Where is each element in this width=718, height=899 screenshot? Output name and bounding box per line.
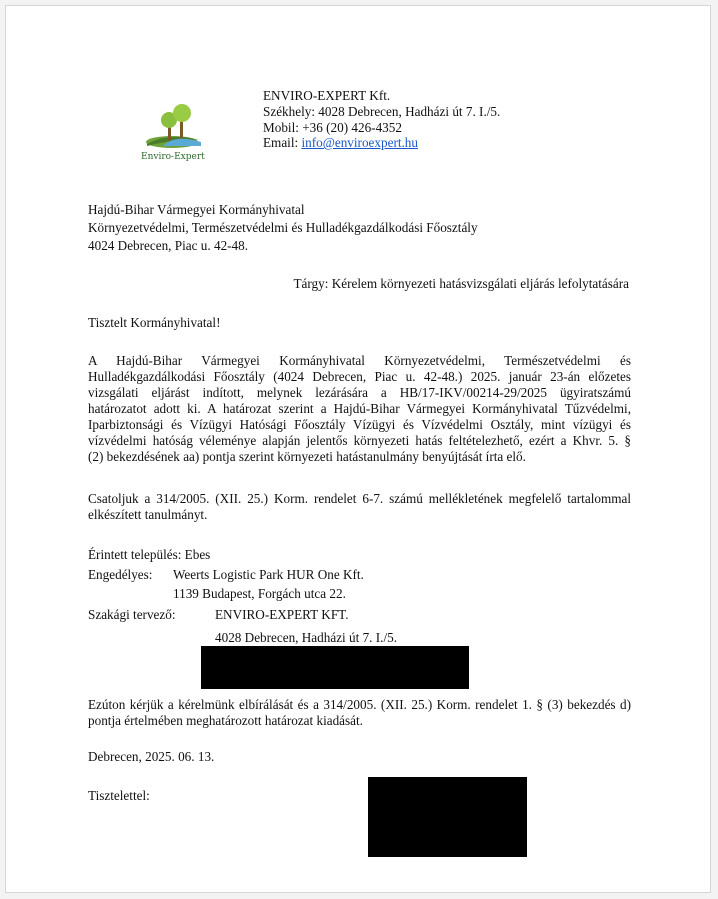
tree-logo-icon	[139, 102, 207, 152]
sender-email-line	[263, 135, 418, 151]
redaction-block	[201, 646, 469, 689]
body-paragraph-2	[88, 491, 631, 523]
paragraph-line: (2) bekezdésének aa) pontja szerint környezeti hatástanulmány benyújtását írta elő.	[88, 449, 526, 464]
logo-text: Enviro-Expert	[141, 152, 205, 162]
salutation: Tisztelt Kormányhivatal!	[88, 315, 221, 330]
paragraph-line: Ezúton kérjük a kérelmünk elbírálását és a 314/2005. (XII. 25.) Korm. rendelet 1. § (3) bekezdés d)	[88, 697, 631, 712]
permit-holder-name: Weerts Logistic Park HUR One Kft.	[173, 567, 364, 582]
sender-mobile: Mobil: +36 (20) 426-4352	[263, 120, 402, 135]
sender-name: ENVIRO-EXPERT Kft.	[263, 88, 391, 103]
signature-redaction	[368, 777, 527, 857]
designer-label: Szakági tervező:	[88, 607, 176, 622]
date-line: Debrecen, 2025. 06. 13.	[88, 749, 215, 764]
paragraph-line: határozatot adott ki. A határozat szerint a Hajdú-Bihar Vármegyei Kormányhivatal Tűzvédelmi,	[88, 401, 631, 416]
recipient-line-1: Hajdú-Bihar Vármegyei Kormányhivatal	[88, 202, 305, 217]
subject-line: Tárgy: Kérelem környezeti hatásvizsgálati eljárás lefolytatására	[293, 276, 629, 291]
permit-holder-label: Engedélyes:	[88, 567, 153, 582]
document-page	[5, 5, 711, 893]
body-paragraph-1	[88, 353, 631, 465]
paragraph-line: pontja értelmében meghatározott határozat kiadását.	[88, 713, 363, 728]
sender-address: Székhely: 4028 Debrecen, Hadházi út 7. I./5.	[263, 104, 501, 119]
email-label: Email:	[263, 135, 302, 150]
affected-settlement: Érintett település: Ebes	[88, 547, 211, 562]
closing: Tisztelettel:	[88, 788, 150, 803]
paragraph-line: vizsgálati eljárást indított, melynek lezárására a HB/17-IKV/00214-29/2025 ügyiratszámú	[88, 385, 631, 400]
recipient-line-3: 4024 Debrecen, Piac u. 42-48.	[88, 238, 249, 253]
paragraph-line: A Hajdú-Bihar Vármegyei Kormányhivatal Környezetvédelmi, Természetvédelmi és	[88, 353, 631, 368]
recipient-line-2: Környezetvédelmi, Természetvédelmi és Hulladékgazdálkodási Főosztály	[88, 220, 478, 235]
paragraph-line: Csatoljuk a 314/2005. (XII. 25.) Korm. rendelet 6-7. számú mellékletének megfelelő tartalommal	[88, 491, 631, 506]
designer-address: 4028 Debrecen, Hadházi út 7. I./5.	[215, 630, 397, 645]
permit-holder-address: 1139 Budapest, Forgách utca 22.	[173, 586, 346, 601]
company-logo	[139, 102, 207, 162]
body-paragraph-3	[88, 697, 631, 729]
paragraph-line: Hulladékgazdálkodási Főosztály (4024 Debrecen, Piac u. 42-48.) 2025. január 23-án előzetes	[88, 369, 631, 384]
paragraph-line: Iparbiztonsági és Vízügyi Hatósági Főosztály Vízügyi és Vízvédelmi Osztály, mint vízügyi és	[88, 417, 631, 432]
paragraph-line: elkészített tanulmányt.	[88, 507, 208, 522]
paragraph-line: vízvédelmi hatóság véleménye alapján jelentős környezeti hatás feltételezhető, ezért a Khvr. 5. §	[88, 433, 631, 448]
designer-name: ENVIRO-EXPERT KFT.	[215, 607, 349, 622]
email-link[interactable]: info@enviroexpert.hu	[301, 135, 418, 150]
